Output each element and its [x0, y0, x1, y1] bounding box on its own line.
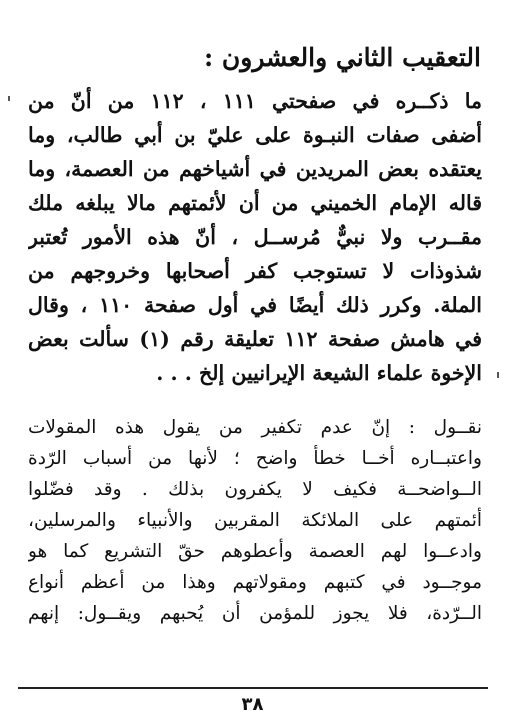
- text-line: شذوذات لا تستوجب كفر أصحابها وخروجهم من: [28, 259, 482, 283]
- text-line: نقــول : إنّ عدم تكفير من يقول هذه المقولات: [28, 417, 482, 438]
- text-line: الــواضحــة فكيف لا يكفرون بذلك . وقد فضّلوا: [28, 479, 482, 500]
- text-line: في هامش صفحة ١١٢ تعليقة رقم (١) سألت بعض: [28, 327, 482, 351]
- scan-speck: [497, 372, 499, 378]
- paragraph-quoted-claim: [28, 84, 482, 390]
- text-line: موجــود في كتبهم ومقولاتهم وهذا من أعظم أنواع: [28, 572, 482, 593]
- section-heading: التعقيب الثاني والعشرون :: [204, 43, 481, 72]
- text-line: وادعــوا لهم العصمة وأعطوهم حقّ التشريع كما هو: [28, 541, 482, 562]
- footer-divider: [18, 687, 488, 689]
- scan-speck: [8, 96, 10, 101]
- text-line: الــرّدة، فلا يجوز للمؤمن أن يُحبهم ويقــول: إنهم: [28, 603, 482, 624]
- text-line: الملة. وكرر ذلك أيضًا في أول صفحة ١١٠ ، وقال: [28, 293, 482, 317]
- text-line: قاله الإمام الخميني من أن لأئمتهم مالا يبلغه ملك: [28, 191, 482, 215]
- text-line: يعتقده بعض المريدين في أشياخهم من العصمة، وما: [28, 157, 482, 181]
- text-line: ما ذكــره في صفحتي ١١١ ، ١١٢ من أنّ من: [28, 89, 482, 113]
- text-line: الإخوة علماء الشيعة الإيرانيين إلخ . . .: [156, 361, 482, 385]
- text-line: مقــرب ولا نبيٌّ مُرســل ، أنّ هذه الأمور تُعتبر: [28, 225, 482, 249]
- paragraph-response: [28, 412, 482, 629]
- text-line: أئمتهم على الملائكة المقربين والأنبياء والمرسلين،: [28, 510, 482, 531]
- text-line: أضفى صفات النبـوة على عليّ بن أبي طالب، وما: [28, 123, 482, 147]
- text-line: واعتبــاره أخــا خطأ واضح ؛ لأنها من أسباب الرّدة: [28, 448, 482, 469]
- page-number: ٣٨: [241, 694, 264, 715]
